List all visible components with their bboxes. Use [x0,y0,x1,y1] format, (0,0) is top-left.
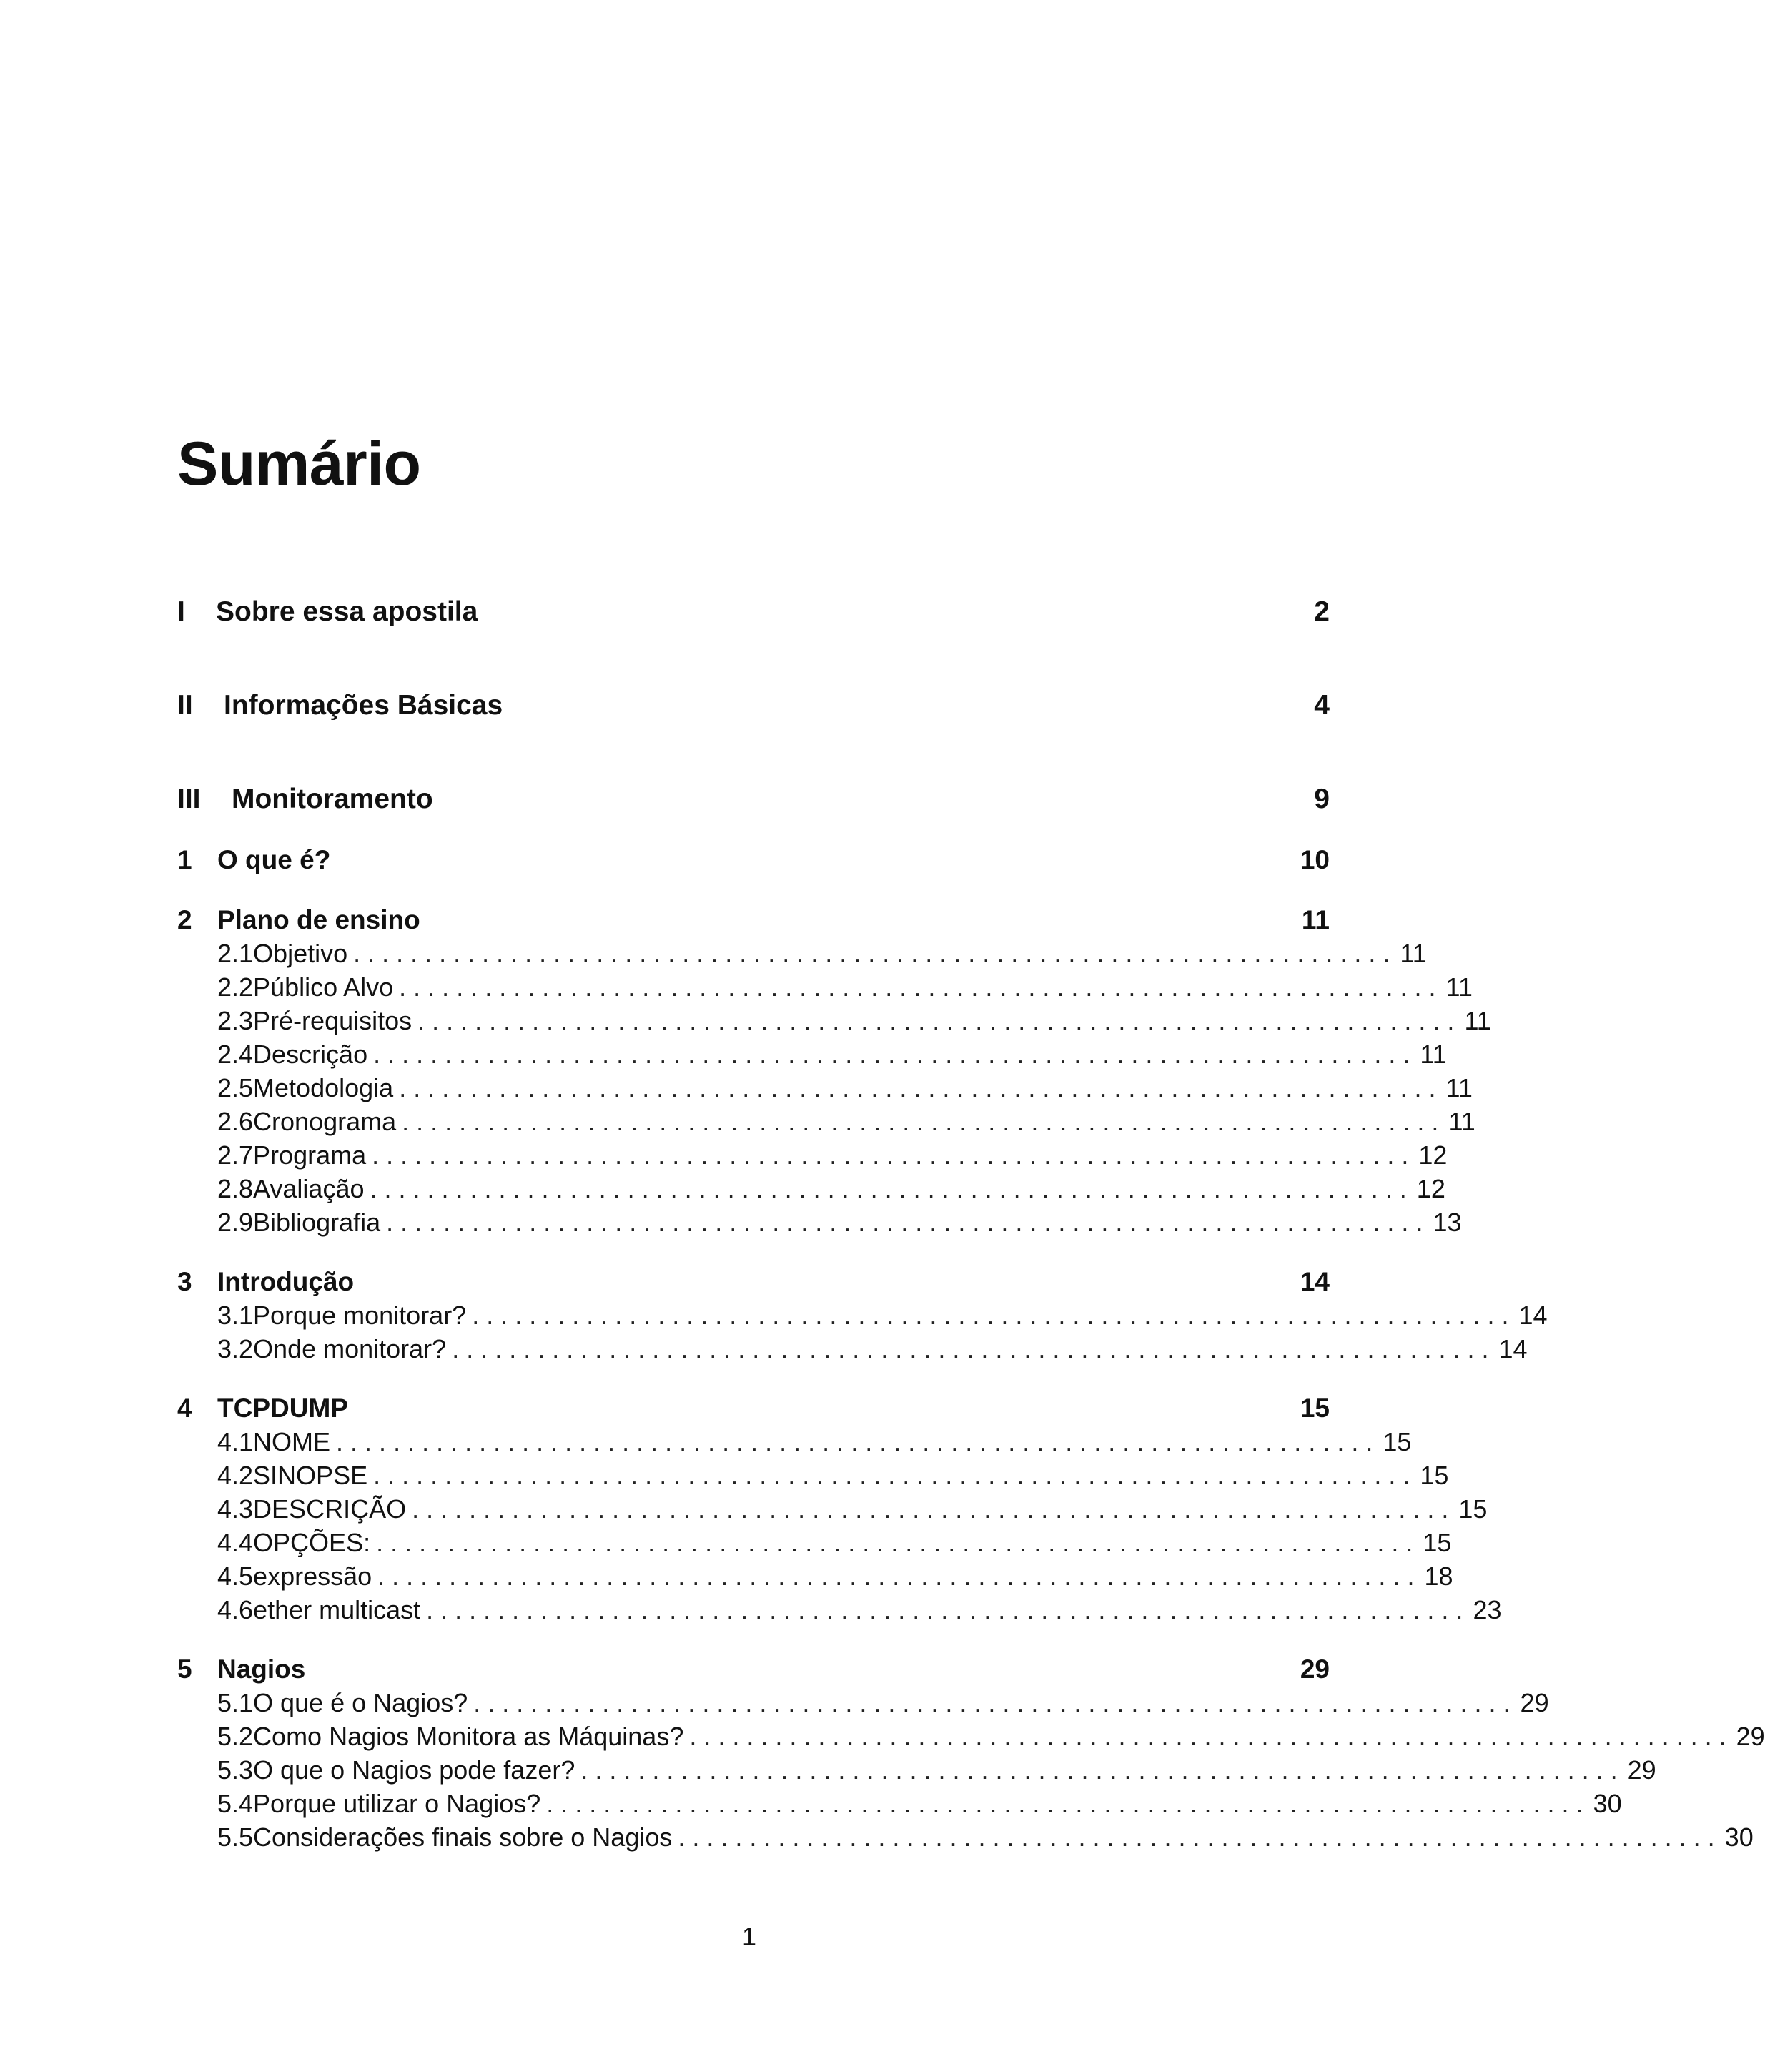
section-number: 4.6 [217,1595,254,1624]
toc-part-row[interactable] [177,784,1330,821]
section-page-number: 29 [1627,1755,1656,1785]
section-page-number: 11 [1420,1040,1447,1069]
section-page-number: 12 [1416,1174,1445,1203]
toc-chapter-row[interactable] [177,905,1330,939]
chapter-title: Nagios [217,1654,306,1684]
chapter-title: Plano de ensino [217,905,420,934]
section-title: Porque monitorar? [253,1301,467,1330]
section-title: SINOPSE [253,1461,368,1490]
chapter-number: 3 [177,1267,192,1296]
page-number-footer: 1 [741,1922,757,1951]
section-page-number: 14 [1518,1301,1548,1330]
section-page-number: 11 [1445,972,1473,1002]
toc-chapter-row[interactable] [177,1654,1330,1689]
section-page-number: 14 [1498,1334,1528,1363]
dot-leader: . . . . . . . . . . . . . . . . . . . . . . . . . . . . . . . . . . . . . . . . . . . . . . . . . . . . . . . . . . . . . . . . . . . . . . . . . [402,1107,1439,1136]
section-number: 2.2 [217,972,254,1002]
dot-leader: . . . . . . . . . . . . . . . . . . . . . . . . . . . . . . . . . . . . . . . . . . . . . . . . . . . . . . . . . . . . . . . . . . . . . . . . . [412,1494,1449,1524]
section-title: Porque utilizar o Nagios? [253,1789,541,1818]
toc-section-row[interactable] [217,1174,1445,1207]
chapter-number: 1 [177,845,192,874]
section-page-number: 11 [1400,939,1427,968]
toc-section-row[interactable] [217,1595,1502,1628]
section-page-number: 29 [1520,1688,1549,1717]
section-number: 4.3 [217,1494,254,1524]
toc-part-row[interactable] [177,596,1330,633]
part-title: Sobre essa apostila [216,596,478,627]
section-title: Descrição [253,1040,368,1069]
toc-chapter-row[interactable] [177,1393,1330,1428]
section-number: 4.5 [217,1562,254,1591]
chapter-title: O que é? [217,845,331,874]
chapter-title: Introdução [217,1267,355,1296]
section-page-number: 15 [1423,1528,1452,1557]
section-page-number: 30 [1724,1822,1754,1852]
part-page-number: 9 [1314,784,1330,814]
section-page-number: 15 [1458,1494,1488,1524]
section-number: 5.5 [217,1822,254,1852]
section-number: 2.7 [217,1140,254,1170]
section-title: Metodologia [253,1073,394,1102]
section-title: Avaliação [253,1174,365,1203]
toc-section-row[interactable] [217,1494,1488,1527]
section-number: 2.6 [217,1107,254,1136]
chapter-page-number: 15 [1300,1393,1330,1423]
toc-section-row[interactable] [217,972,1473,1005]
dot-leader: . . . . . . . . . . . . . . . . . . . . . . . . . . . . . . . . . . . . . . . . . . . . . . . . . . . . . . . . . . . . . . . . . . . . . . . . . [399,1073,1436,1102]
dot-leader: . . . . . . . . . . . . . . . . . . . . . . . . . . . . . . . . . . . . . . . . . . . . . . . . . . . . . . . . . . . . . . . . . . . . . . . . . [386,1208,1423,1237]
dot-leader: . . . . . . . . . . . . . . . . . . . . . . . . . . . . . . . . . . . . . . . . . . . . . . . . . . . . . . . . . . . . . . . . . . . . . . . . . [353,939,1390,968]
toc-section-row[interactable] [217,1301,1548,1333]
section-number: 5.1 [217,1688,254,1717]
section-number: 5.3 [217,1755,254,1785]
chapter-page-number: 14 [1300,1267,1330,1296]
toc-chapter-row[interactable] [177,1267,1330,1301]
toc-section-row[interactable] [217,939,1427,972]
dot-leader: . . . . . . . . . . . . . . . . . . . . . . . . . . . . . . . . . . . . . . . . . . . . . . . . . . . . . . . . . . . . . . . . . . . . . . . . . [376,1528,1413,1557]
chapter-page-number: 11 [1301,905,1330,934]
section-title: O que o Nagios pode fazer? [253,1755,575,1785]
section-title: Onde monitorar? [253,1334,447,1363]
dot-leader: . . . . . . . . . . . . . . . . . . . . . . . . . . . . . . . . . . . . . . . . . . . . . . . . . . . . . . . . . . . . . . . . . . . . . . . . . [377,1562,1415,1591]
part-title: Monitoramento [232,784,433,814]
part-title: Informações Básicas [224,690,503,721]
toc-section-row[interactable] [217,1755,1656,1788]
section-page-number: 30 [1593,1789,1622,1818]
section-title: DESCRIÇÃO [253,1494,407,1524]
section-page-number: 29 [1736,1722,1765,1751]
part-number: II [177,690,193,721]
section-number: 2.5 [217,1073,254,1102]
section-title: OPÇÕES: [253,1528,371,1557]
chapter-number: 4 [177,1393,192,1423]
toc-chapter-row[interactable] [177,845,1330,879]
section-number: 3.1 [217,1301,254,1330]
dot-leader: . . . . . . . . . . . . . . . . . . . . . . . . . . . . . . . . . . . . . . . . . . . . . . . . . . . . . . . . . . . . . . . . . . . . . . . . . [399,972,1436,1002]
section-page-number: 11 [1445,1073,1473,1102]
section-title: O que é o Nagios? [253,1688,468,1717]
part-page-number: 2 [1314,596,1330,627]
toc-section-row[interactable] [217,1073,1473,1106]
dot-leader: . . . . . . . . . . . . . . . . . . . . . . . . . . . . . . . . . . . . . . . . . . . . . . . . . . . . . . . . . . . . . . . . . . . . . . . . . [426,1595,1463,1624]
dot-leader: . . . . . . . . . . . . . . . . . . . . . . . . . . . . . . . . . . . . . . . . . . . . . . . . . . . . . . . . . . . . . . . . . . . . . . . . . [373,1461,1410,1490]
part-number: III [177,784,201,814]
chapter-number: 2 [177,905,192,934]
section-number: 4.4 [217,1528,254,1557]
section-number: 2.9 [217,1208,254,1237]
dot-leader: . . . . . . . . . . . . . . . . . . . . . . . . . . . . . . . . . . . . . . . . . . . . . . . . . . . . . . . . . . . . . . . . . . . . . . . . . [373,1040,1410,1069]
section-title: Considerações finais sobre o Nagios [253,1822,673,1852]
chapter-number: 5 [177,1654,192,1684]
section-number: 3.2 [217,1334,254,1363]
toc-part-row[interactable] [177,690,1330,727]
toc-section-row[interactable] [217,1789,1622,1822]
section-title: Programa [253,1140,367,1170]
dot-leader: . . . . . . . . . . . . . . . . . . . . . . . . . . . . . . . . . . . . . . . . . . . . . . . . . . . . . . . . . . . . . . . . . . . . . . . . . [370,1174,1407,1203]
toc-section-row[interactable] [217,1140,1448,1173]
toc-section-row[interactable] [217,1822,1754,1855]
section-title: Pré-requisitos [253,1006,412,1035]
section-number: 5.2 [217,1722,254,1751]
toc-section-row[interactable] [217,1562,1453,1594]
dot-leader: . . . . . . . . . . . . . . . . . . . . . . . . . . . . . . . . . . . . . . . . . . . . . . . . . . . . . . . . . . . . . . . . . . . . . . . . . [472,1301,1509,1330]
toc-section-row[interactable] [217,1427,1412,1460]
toc-section-row[interactable] [217,1688,1549,1721]
section-page-number: 11 [1464,1006,1491,1035]
chapter-page-number: 10 [1300,845,1330,874]
section-page-number: 15 [1420,1461,1449,1490]
toc-section-row[interactable] [217,1006,1491,1039]
dot-leader: . . . . . . . . . . . . . . . . . . . . . . . . . . . . . . . . . . . . . . . . . . . . . . . . . . . . . . . . . . . . . . . . . . . . . . . . . [473,1688,1511,1717]
section-number: 2.3 [217,1006,254,1035]
section-title: Cronograma [253,1107,397,1136]
toc-section-row[interactable] [217,1528,1452,1561]
toc-section-row[interactable] [217,1107,1475,1140]
part-number: I [177,596,185,627]
section-title: Público Alvo [253,972,394,1002]
dot-leader: . . . . . . . . . . . . . . . . . . . . . . . . . . . . . . . . . . . . . . . . . . . . . . . . . . . . . . . . . . . . . . . . . . . . . . . . . [546,1789,1583,1818]
toc-section-row[interactable] [217,1334,1528,1367]
section-number: 2.1 [217,939,254,968]
section-page-number: 13 [1433,1208,1462,1237]
dot-leader: . . . . . . . . . . . . . . . . . . . . . . . . . . . . . . . . . . . . . . . . . . . . . . . . . . . . . . . . . . . . . . . . . . . . . . . . . [689,1722,1726,1751]
toc-section-row[interactable] [217,1722,1765,1755]
dot-leader: . . . . . . . . . . . . . . . . . . . . . . . . . . . . . . . . . . . . . . . . . . . . . . . . . . . . . . . . . . . . . . . . . . . . . . . . . [336,1427,1373,1456]
section-title: Bibliografia [253,1208,381,1237]
section-page-number: 15 [1383,1427,1412,1456]
chapter-page-number: 29 [1300,1654,1330,1684]
section-number: 5.4 [217,1789,254,1818]
section-title: expressão [253,1562,372,1591]
section-number: 4.1 [217,1427,254,1456]
toc-section-row[interactable] [217,1461,1449,1494]
toc-section-row[interactable] [217,1208,1462,1240]
toc-section-row[interactable] [217,1040,1447,1072]
section-number: 2.4 [217,1040,254,1069]
part-page-number: 4 [1314,690,1330,721]
dot-leader: . . . . . . . . . . . . . . . . . . . . . . . . . . . . . . . . . . . . . . . . . . . . . . . . . . . . . . . . . . . . . . . . . . . . . . . . . [580,1755,1618,1785]
chapter-title: TCPDUMP [217,1393,348,1423]
dot-leader: . . . . . . . . . . . . . . . . . . . . . . . . . . . . . . . . . . . . . . . . . . . . . . . . . . . . . . . . . . . . . . . . . . . . . . . . . [678,1822,1715,1852]
section-title: Objetivo [253,939,348,968]
dot-leader: . . . . . . . . . . . . . . . . . . . . . . . . . . . . . . . . . . . . . . . . . . . . . . . . . . . . . . . . . . . . . . . . . . . . . . . . . [372,1140,1409,1170]
section-number: 4.2 [217,1461,254,1490]
page-title: Sumário [177,430,421,498]
section-title: Como Nagios Monitora as Máquinas? [253,1722,684,1751]
section-title: ether multicast [253,1595,421,1624]
section-page-number: 23 [1473,1595,1502,1624]
section-page-number: 11 [1448,1107,1475,1136]
dot-leader: . . . . . . . . . . . . . . . . . . . . . . . . . . . . . . . . . . . . . . . . . . . . . . . . . . . . . . . . . . . . . . . . . . . . . . . . . [417,1006,1455,1035]
section-page-number: 18 [1424,1562,1453,1591]
section-number: 2.8 [217,1174,254,1203]
section-page-number: 12 [1418,1140,1448,1170]
section-title: NOME [253,1427,331,1456]
dot-leader: . . . . . . . . . . . . . . . . . . . . . . . . . . . . . . . . . . . . . . . . . . . . . . . . . . . . . . . . . . . . . . . . . . . . . . . . . [452,1334,1489,1363]
